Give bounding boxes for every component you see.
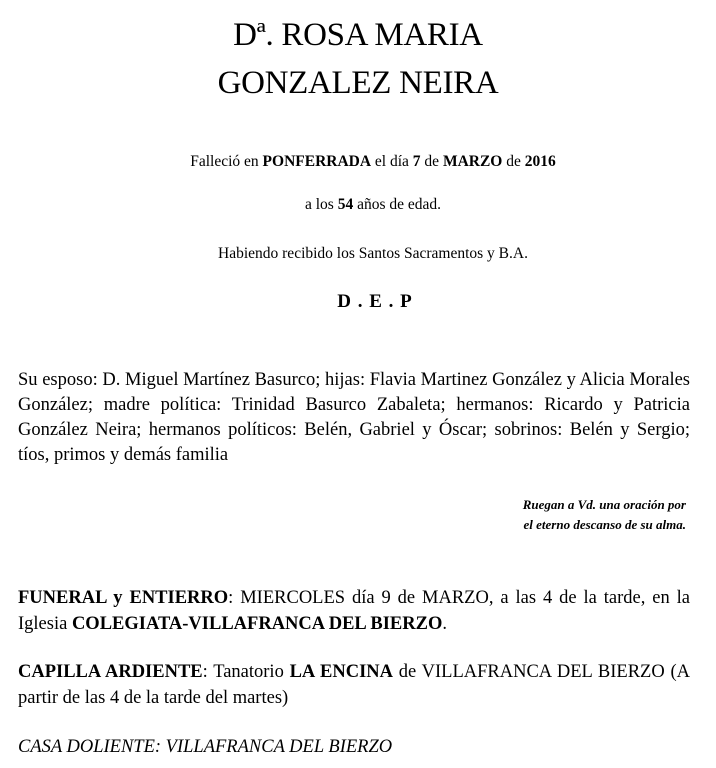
funeral-end: . xyxy=(442,614,447,634)
chapel-label: CAPILLA ARDIENTE xyxy=(18,662,203,682)
chapel-venue: LA ENCINA xyxy=(289,662,393,682)
deceased-name-line-2: GONZALEZ NEIRA xyxy=(217,65,499,101)
chapel-text-2: de VILLAFRANCA DEL BIERZO (A partir de las 4 de la tarde del martes) xyxy=(18,662,690,708)
death-notice-line xyxy=(0,152,716,172)
age-value: 54 xyxy=(337,196,354,213)
funeral-label: FUNERAL y ENTIERRO xyxy=(18,588,229,608)
death-day: 7 xyxy=(412,153,421,170)
prayer-line-1: Ruegan a Vd. una oración por xyxy=(522,497,686,512)
mourning-house-line: CASA DOLIENTE: VILLAFRANCA DEL BIERZO xyxy=(18,737,393,757)
funeral-paragraph xyxy=(18,585,690,637)
family-paragraph: Su esposo: D. Miguel Martínez Basurco; hijas: Flavia Martinez González y Alicia Morales González; madre política: Trinidad Basurco Zabaleta; hermanos: Ricardo y Patricia González Neira; hermanos políticos: Belén, Gabriel y Óscar; sobrinos: Belén y Sergio; tíos, primos y demás familia xyxy=(18,370,690,465)
death-prefix: Falleció en xyxy=(190,153,263,170)
death-year: 2016 xyxy=(524,153,556,170)
death-text-year: de xyxy=(502,153,525,170)
age-line xyxy=(0,195,716,215)
death-text-month: de xyxy=(420,153,443,170)
dep-heading: D . E . P xyxy=(337,291,413,312)
funeral-text: : MIERCOLES día 9 de MARZO, a las 4 de la tarde, en la Iglesia xyxy=(18,588,690,634)
deceased-name-line-1: Dª. ROSA MARIA xyxy=(233,17,483,53)
death-text-day: el día xyxy=(371,153,413,170)
sacraments-line: Habiendo recibido los Santos Sacramentos y B.A. xyxy=(218,245,528,262)
death-month: MARZO xyxy=(442,153,503,170)
funeral-church: COLEGIATA-VILLAFRANCA DEL BIERZO xyxy=(71,614,443,634)
prayer-line-2: el eterno descanso de su alma. xyxy=(523,517,686,532)
chapel-paragraph xyxy=(18,659,690,711)
prayer-request xyxy=(400,495,686,535)
age-suffix: años de edad. xyxy=(353,196,442,213)
death-place: PONFERRADA xyxy=(262,153,372,170)
chapel-text: : Tanatorio xyxy=(202,662,290,682)
age-prefix: a los xyxy=(304,196,338,213)
